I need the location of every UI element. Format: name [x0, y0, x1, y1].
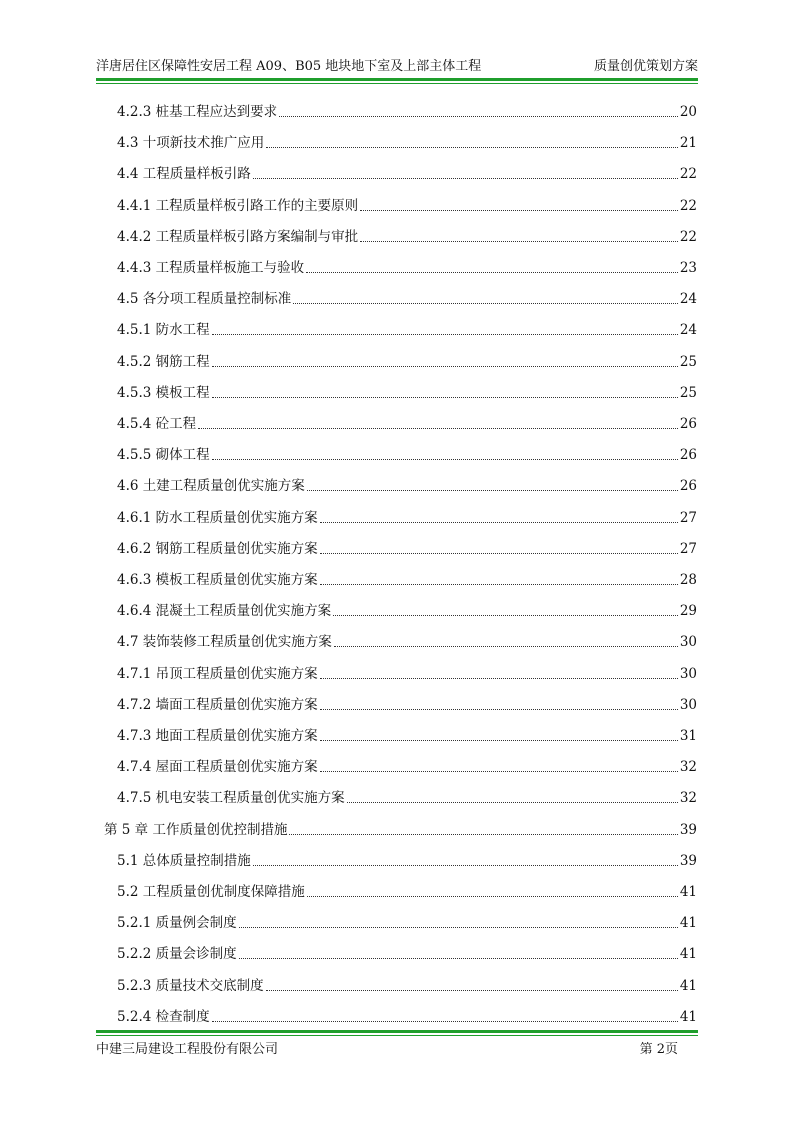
- toc-entry-label: 4.5.1 防水工程: [117, 322, 210, 339]
- toc-entry-label: 4.6 土建工程质量创优实施方案: [117, 478, 305, 495]
- toc-dot-leader: [333, 614, 678, 616]
- toc-entry-label: 4.6.3 模板工程质量创优实施方案: [117, 572, 318, 588]
- toc-entry-page: 32: [679, 759, 697, 776]
- toc-dot-leader: [266, 989, 678, 991]
- toc-entry[interactable]: [117, 347, 697, 371]
- toc-entry-page: 20: [679, 104, 697, 120]
- toc-entry-page: 41: [679, 1008, 697, 1025]
- toc-entry[interactable]: [104, 815, 697, 839]
- toc-dot-leader: [320, 583, 678, 585]
- toc-entry-label: 4.7.3 地面工程质量创优实施方案: [117, 728, 318, 744]
- toc-entry-label: 4.7.1 吊顶工程质量创优实施方案: [117, 665, 318, 682]
- toc-dot-leader: [253, 177, 678, 179]
- toc-entry-page: 26: [679, 447, 697, 464]
- toc-entry[interactable]: [117, 471, 697, 495]
- toc-entry-page: 24: [679, 322, 697, 339]
- toc-dot-leader: [307, 895, 678, 897]
- toc-entry-page: 32: [679, 790, 697, 807]
- toc-entry-page: 22: [679, 228, 697, 245]
- toc-entry[interactable]: [117, 971, 697, 995]
- header-title: 洋唐居住区保障性安居工程 A09、B05 地块地下室及上部主体工程: [96, 59, 482, 74]
- toc-entry-page: 39: [679, 821, 697, 838]
- toc-entry-page: 30: [679, 665, 697, 682]
- toc-dot-leader: [293, 302, 678, 304]
- toc-dot-leader: [212, 333, 678, 335]
- toc-entry-label: 4.5 各分项工程质量控制标准: [117, 291, 292, 308]
- toc-entry-label: 4.6.4 混凝土工程质量创优实施方案: [117, 603, 332, 620]
- toc-entry-page: 28: [679, 572, 697, 588]
- toc-dot-leader: [320, 552, 678, 554]
- toc-dot-leader: [266, 146, 678, 148]
- toc-entry[interactable]: [117, 503, 697, 527]
- toc-entry[interactable]: [117, 565, 697, 589]
- toc-entry-label: 第 5 章 工作质量创优控制措施: [104, 821, 288, 838]
- toc-entry-page: 27: [679, 509, 697, 526]
- toc-entry-page: 22: [679, 197, 697, 214]
- toc-dot-leader: [239, 957, 678, 959]
- toc-dot-leader: [212, 396, 678, 398]
- toc-dot-leader: [320, 770, 678, 772]
- toc-entry[interactable]: [117, 877, 697, 901]
- toc-entry-page: 25: [679, 384, 697, 401]
- toc-entry[interactable]: [117, 409, 697, 433]
- toc-entry[interactable]: [117, 534, 697, 558]
- toc-entry-page: 25: [679, 353, 697, 370]
- toc-dot-leader: [347, 801, 678, 803]
- toc-dot-leader: [212, 365, 678, 367]
- toc-entry-page: 22: [679, 166, 697, 183]
- footer-rule-thin: [96, 1035, 698, 1036]
- toc-dot-leader: [212, 458, 678, 460]
- toc-entry-label: 4.7.4 屋面工程质量创优实施方案: [117, 759, 318, 776]
- toc-entry-label: 4.4.2 工程质量样板引路方案编制与审批: [117, 228, 359, 245]
- toc-entry[interactable]: [117, 378, 697, 402]
- toc-entry-label: 4.7.2 墙面工程质量创优实施方案: [117, 696, 318, 713]
- toc-entry[interactable]: [117, 128, 697, 152]
- toc-dot-leader: [334, 645, 678, 647]
- toc-entry-page: 41: [679, 946, 697, 963]
- toc-entry[interactable]: [117, 97, 697, 121]
- toc-dot-leader: [253, 864, 678, 866]
- toc-entry-label: 4.5.5 砌体工程: [117, 447, 210, 464]
- toc-entry[interactable]: [117, 191, 697, 215]
- toc-entry[interactable]: [117, 627, 697, 651]
- footer-company: 中建三局建设工程股份有限公司: [96, 1042, 279, 1057]
- toc-entry-page: 26: [679, 416, 697, 432]
- toc-entry-label: 4.5.2 钢筋工程: [117, 353, 210, 370]
- toc-entry[interactable]: [117, 315, 697, 339]
- toc-entry[interactable]: [117, 846, 697, 870]
- toc-entry-label: 4.5.4 砼工程: [117, 416, 197, 432]
- toc-dot-leader: [320, 739, 678, 741]
- toc-entry[interactable]: [117, 721, 697, 745]
- toc-entry-label: 4.3 十项新技术推广应用: [117, 135, 265, 152]
- footer-page-number: 第 2页: [639, 1042, 678, 1057]
- toc-entry-page: 24: [679, 291, 697, 308]
- toc-entry-page: 31: [679, 728, 697, 744]
- toc-entry-label: 5.2.1 质量例会制度: [117, 915, 237, 932]
- toc-entry-page: 26: [679, 478, 697, 495]
- page-header: [96, 56, 698, 78]
- toc-dot-leader: [279, 115, 678, 117]
- toc-entry-label: 5.2.4 检查制度: [117, 1008, 210, 1025]
- toc-entry[interactable]: [117, 783, 697, 807]
- toc-entry-page: 30: [679, 634, 697, 651]
- toc-entry[interactable]: [117, 159, 697, 183]
- toc-entry[interactable]: [117, 440, 697, 464]
- toc-entry[interactable]: [117, 222, 697, 246]
- toc-dot-leader: [306, 271, 678, 273]
- toc-dot-leader: [320, 708, 678, 710]
- toc-entry-page: 27: [679, 540, 697, 557]
- toc-entry[interactable]: [117, 596, 697, 620]
- page-footer: [96, 1040, 698, 1060]
- toc-entry-page: 39: [679, 852, 697, 869]
- toc-entry-label: 4.6.2 钢筋工程质量创优实施方案: [117, 540, 318, 557]
- toc-entry[interactable]: [117, 1002, 697, 1026]
- toc-entry-page: 21: [679, 135, 697, 152]
- toc-entry[interactable]: [117, 752, 697, 776]
- toc-entry-page: 41: [679, 977, 697, 994]
- toc-dot-leader: [320, 677, 678, 679]
- toc-dot-leader: [307, 489, 678, 491]
- footer-rule-thick: [96, 1030, 698, 1033]
- toc-dot-leader: [360, 240, 678, 242]
- toc-entry[interactable]: [117, 284, 697, 308]
- toc-entry[interactable]: [117, 253, 697, 277]
- toc-dot-leader: [360, 209, 678, 211]
- toc-dot-leader: [198, 427, 678, 429]
- toc-entry-label: 5.1 总体质量控制措施: [117, 852, 251, 869]
- toc-dot-leader: [239, 926, 678, 928]
- toc-entry-page: 41: [679, 915, 697, 932]
- toc-entry-page: 23: [679, 260, 697, 276]
- toc-dot-leader: [289, 833, 677, 835]
- toc-entry-label: 4.7 装饰装修工程质量创优实施方案: [117, 634, 332, 651]
- toc-entry-label: 4.5.3 模板工程: [117, 384, 210, 401]
- toc-entry-page: 41: [679, 884, 697, 900]
- toc-entry-label: 4.4.1 工程质量样板引路工作的主要原则: [117, 197, 359, 214]
- toc-entry[interactable]: [117, 939, 697, 963]
- toc-entry-label: 5.2.2 质量会诊制度: [117, 946, 237, 963]
- toc-entry-label: 4.6.1 防水工程质量创优实施方案: [117, 509, 318, 526]
- toc-entry-page: 29: [679, 603, 697, 620]
- toc-entry-label: 4.4.3 工程质量样板施工与验收: [117, 260, 305, 276]
- toc-dot-leader: [320, 521, 678, 523]
- toc-entry-label: 4.4 工程质量样板引路: [117, 166, 251, 183]
- header-doc-type: 质量创优策划方案: [593, 59, 698, 74]
- toc-entry-page: 30: [679, 696, 697, 713]
- toc-entry[interactable]: [117, 908, 697, 932]
- toc-entry[interactable]: [117, 690, 697, 714]
- header-rule-thin: [96, 83, 698, 84]
- toc-entry-label: 4.7.5 机电安装工程质量创优实施方案: [117, 790, 345, 807]
- toc-entry-label: 5.2 工程质量创优制度保障措施: [117, 884, 305, 900]
- toc-entry[interactable]: [117, 659, 697, 683]
- toc-entry-label: 4.2.3 桩基工程应达到要求: [117, 104, 278, 120]
- toc-entry-label: 5.2.3 质量技术交底制度: [117, 977, 264, 994]
- toc-dot-leader: [212, 1020, 678, 1022]
- header-rule-thick: [96, 78, 698, 81]
